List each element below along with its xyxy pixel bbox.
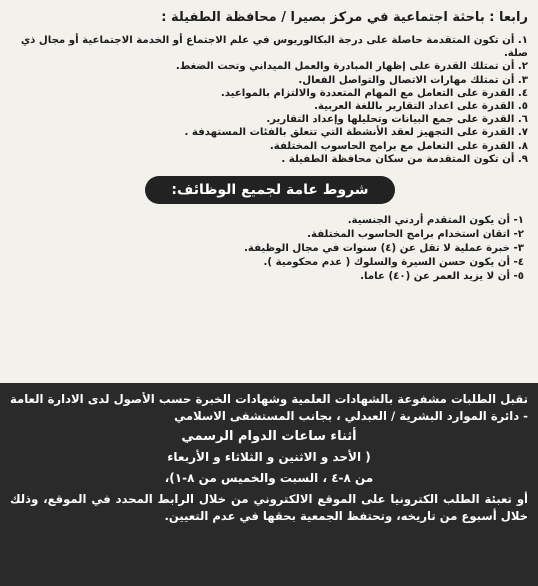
working-days-text: ( الأحد و الاثنين و الثلاثاء و الأربعاء: [167, 450, 371, 464]
general-condition-item: ٢- اتقان استخدام برامج الحاسوب المختلفة.: [307, 229, 524, 241]
application-info-box: [0, 383, 538, 586]
requirement-item: ٨. القدرة على التعامل مع برامج الحاسوب المختلفة.: [269, 140, 528, 152]
requirement-item: ٦. القدرة على جمع البيانات وتحليلها وإعداد التقارير.: [266, 114, 528, 126]
requirement-item: ٥. القدرة على اعداد التقارير باللغة العربية.: [314, 101, 528, 113]
requirement-item: ٧. القدرة على التجهيز لعقد الأنشطة التي تتعلق بالفئات المستهدفة .: [184, 127, 528, 139]
submission-info-text: تقبل الطلبات مشفوعة بالشهادات العلمية وشهادات الخبرة حسب الأصول لدى الادارة العامة - دائرة الموارد البشرية / العبدلي ، بجانب المستشفى الاسلامي: [10, 392, 528, 423]
general-condition-item: ٤- أن يكون حسن السيرة والسلوك ( عدم محكومية ).: [263, 257, 524, 269]
general-condition-item: ٥- أن لا يزيد العمر عن (٤٠) عاما.: [360, 271, 524, 283]
working-times-text: من ٨-٤ ، السبت والخميس من ٨-١)،: [164, 471, 374, 485]
general-conditions-list: [12, 214, 528, 284]
general-condition-item: ١- أن يكون المتقدم أردني الجنسية.: [347, 215, 524, 227]
requirement-item: ١. أن تكون المتقدمة حاصلة على درجة البكالوريوس في علم الاجتماع أو الخدمة الاجتماعية أو مجال ذي صلة.: [20, 35, 528, 60]
section-4-title: رابعا : باحثة اجتماعية في مركز بصيرا / محافظة الطفيلة :: [161, 10, 528, 25]
online-application-text: أو تعبئة الطلب الكترونيا على الموقع الالكتروني من خلال الرابط المحدد في الموقع، وذلك خلال أسبوع من تاريخه، وتحتفظ الجمعية بحقها في عدم التعيين.: [10, 492, 528, 523]
requirement-item: ٤. القدرة على التعامل مع المهام المتعددة والالتزام بالمواعيد.: [220, 87, 528, 99]
top-section: [0, 0, 538, 284]
general-conditions-title: شروط عامة لجميع الوظائف:: [145, 176, 394, 204]
requirement-item: ٢. أن تمتلك القدرة على إظهار المبادرة والعمل الميداني وتحت الضغط.: [175, 61, 528, 73]
working-hours-title: أثناء ساعات الدوام الرسمي: [181, 429, 357, 444]
requirement-item: ٩. أن تكون المتقدمة من سكان محافظة الطفيلة .: [281, 153, 528, 165]
general-condition-item: ٣- خبرة عملية لا تقل عن (٤) سنوات في مجال الوظيفة.: [244, 243, 524, 255]
section-4-requirements: [12, 34, 528, 166]
general-title-wrap: [12, 176, 528, 204]
requirement-item: ٣. أن تمتلك مهارات الاتصال والتواصل الفعال.: [298, 74, 528, 86]
